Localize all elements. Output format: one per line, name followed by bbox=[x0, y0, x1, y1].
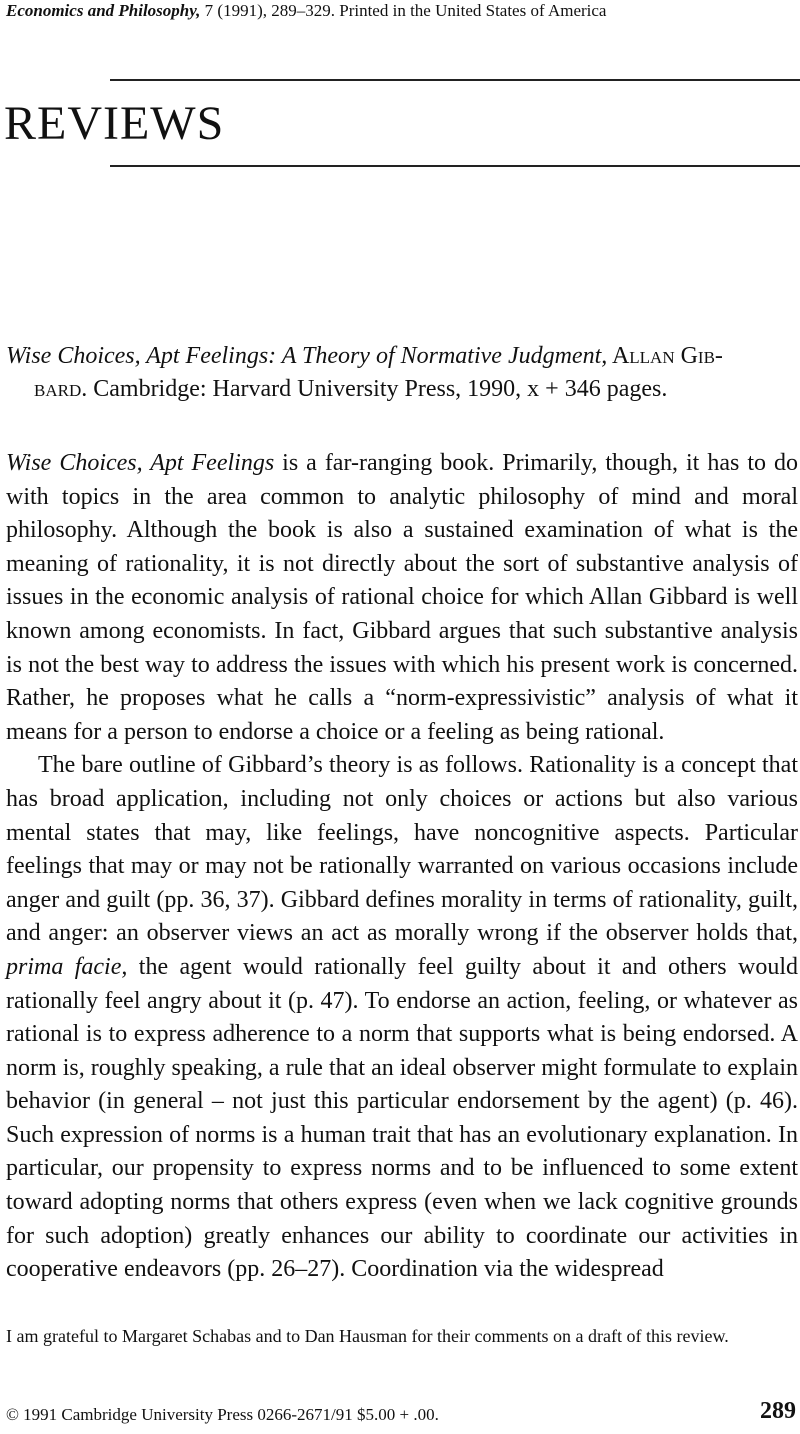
page-footer bbox=[6, 1398, 796, 1427]
bottom-rule bbox=[110, 165, 800, 167]
book-publisher: Cambridge: Harvard University Press, 1990, x + 346 pages. bbox=[87, 376, 668, 402]
paragraph-2-text-a: The bare outline of Gibbard’s theory is as follows. Rationality is a concept that has broad application, including not only choices or actions but also various mental states that may, like feelings, have noncognitive aspects. Particular feelings that may or may not be rationally warranted on various occasions include anger and guilt (pp. 36, 37). Gibbard defines morality in terms of rationality, guilt, and anger: an observer views an act as morally wrong if the observer holds that, bbox=[6, 752, 798, 947]
journal-citation: 7 (1991), 289–329. Printed in the United States of America bbox=[200, 1, 607, 20]
footnote: I am grateful to Margaret Schabas and to Dan Hausman for their comments on a draft of this review. bbox=[6, 1326, 729, 1346]
review-body bbox=[6, 447, 798, 1287]
book-reference bbox=[6, 340, 796, 406]
running-head bbox=[6, 0, 796, 22]
paragraph-1-book-title: Wise Choices, Apt Feelings bbox=[6, 450, 275, 476]
page-number: 289 bbox=[760, 1398, 796, 1424]
copyright-line: © 1991 Cambridge University Press 0266-2671/91 $5.00 + .00. bbox=[6, 1405, 439, 1424]
paragraph-2 bbox=[6, 749, 798, 1287]
paragraph-1 bbox=[6, 447, 798, 749]
journal-name: Economics and Philosophy, bbox=[6, 1, 201, 20]
book-author-1: Allan Gib- bbox=[607, 343, 723, 369]
top-rule bbox=[110, 79, 800, 81]
paragraph-2-italic: prima facie, bbox=[6, 953, 128, 980]
paragraph-2-text-b: the agent would rationally feel guilty about it and others would rationally feel angry about it (p. 47). To endorse an action, feeling, or whatever as rational is to express adherence to a norm that supports what is being endorsed. A norm is, roughly speaking, a rule that an ideal observer might formulate to explain behavior (in general – not just this particular endorsement by the agent) (p. 46). Such expression of norms is a human trait that has an evolutionary explanation. In particular, our propensity to express norms and to be influenced to some extent toward adopting norms that others express (even when we lack cognitive grounds for such adoption) greatly enhances our ability to coordinate our activities in cooperative endeavors (pp. 26–27). Coordination via the widespread bbox=[6, 953, 798, 1283]
section-title: REVIEWS bbox=[4, 97, 225, 150]
paragraph-1-text: is a far-ranging book. Primarily, though, it has to do with topics in the area common to analytic philosophy of mind and moral philosophy. Although the book is also a sustained examination of what is the meaning of rationality, it is not directly about the sort of substantive analysis of issues in the economic analysis of rational choice for which Allan Gibbard is well known among economists. In fact, Gibbard argues that such substantive analysis is not the best way to address the issues with which his present work is concerned. Rather, he proposes what he calls a “norm-expressivistic” analysis of what it means for a person to endorse a choice or a feeling as being rational. bbox=[6, 450, 798, 745]
book-author-2: bard. bbox=[34, 376, 88, 402]
book-title: Wise Choices, Apt Feelings: A Theory of Normative Judgment, bbox=[6, 343, 608, 369]
book-ref-line2 bbox=[6, 373, 796, 406]
